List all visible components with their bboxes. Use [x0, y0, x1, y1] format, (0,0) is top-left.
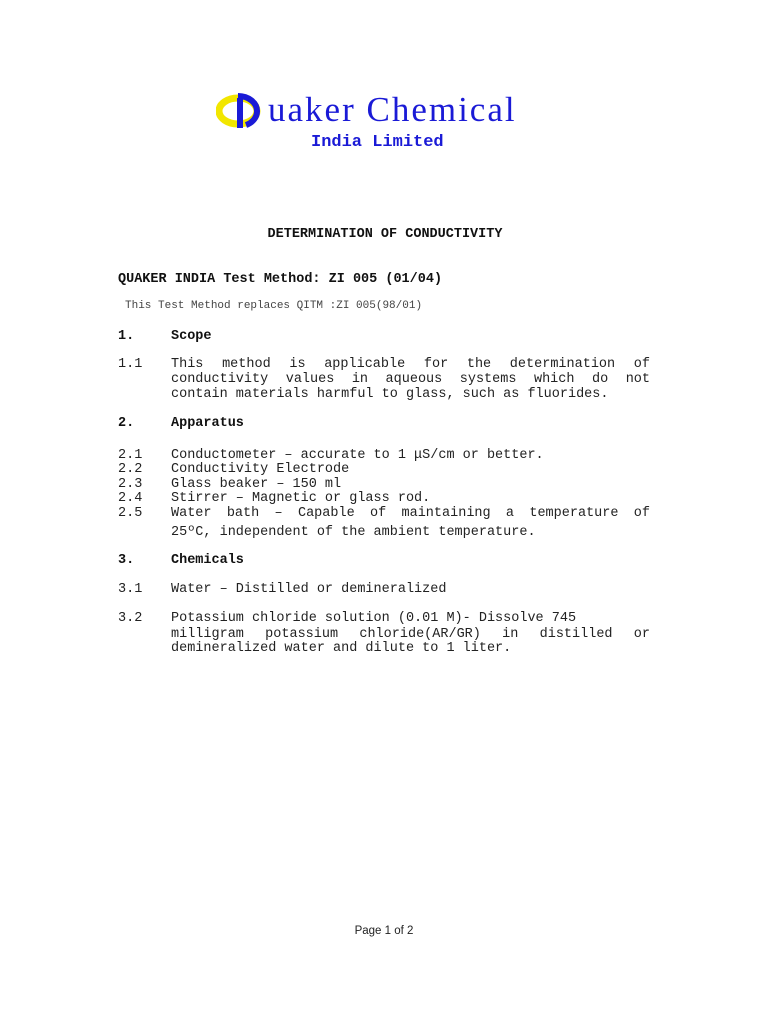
- item-text: Glass beaker – 150 ml: [171, 477, 342, 492]
- company-logo: [216, 88, 556, 158]
- item-number-2-5: 2.5: [118, 506, 143, 521]
- page-number-footer: Page 1 of 2: [354, 925, 414, 937]
- item-number-3-2: 3.2: [118, 611, 143, 626]
- item-1-1-line-2: conductivity values in aqueous systems which do not: [171, 372, 650, 387]
- replaces-note: This Test Method replaces QITM :ZI 005(98/01): [125, 300, 423, 312]
- item-2-5-line-2: 25ºC, independent of the ambient temperature.: [171, 525, 536, 540]
- section-title: Chemicals: [171, 553, 244, 568]
- item-2-5-line-1: Water bath – Capable of maintaining a temperature of: [171, 506, 650, 521]
- item-text: Conductometer – accurate to 1 μS/cm or better.: [171, 448, 544, 463]
- item-1-1-line-3: contain materials harmful to glass, such as fluorides.: [171, 387, 609, 402]
- section-number: 1.: [118, 329, 135, 344]
- section-heading-chemicals: [118, 553, 244, 568]
- section-heading-apparatus: [118, 416, 244, 431]
- test-method-line: QUAKER INDIA Test Method: ZI 005 (01/04): [118, 272, 443, 287]
- item-number: 2.1: [118, 448, 143, 463]
- item-3-2-line-1: Potassium chloride solution (0.01 M)- Dissolve 745: [171, 611, 577, 626]
- item-3-2-line-3: demineralized water and dilute to 1 liter.: [171, 641, 512, 656]
- item-text: Conductivity Electrode: [171, 462, 350, 477]
- item-3-2-line-2: milligram potassium chloride(AR/GR) in distilled or: [171, 627, 650, 642]
- item-1-1-line-1: This method is applicable for the determination of: [171, 357, 650, 372]
- section-number: 3.: [118, 553, 135, 568]
- section-heading-scope: [118, 329, 212, 344]
- item-number: 2.4: [118, 491, 143, 506]
- item-number: 2.2: [118, 462, 143, 477]
- item-number: 3.1: [118, 582, 143, 597]
- item-number-1-1: 1.1: [118, 357, 143, 372]
- section-title: Scope: [171, 329, 212, 344]
- document-title: DETERMINATION OF CONDUCTIVITY: [267, 227, 503, 242]
- section-number: 2.: [118, 416, 135, 431]
- section-title: Apparatus: [171, 416, 244, 431]
- item-text: Stirrer – Magnetic or glass rod.: [171, 491, 431, 506]
- logo-wordmark: uaker Chemical: [268, 90, 517, 129]
- item-text: Water – Distilled or demineralized: [171, 582, 447, 597]
- item-number: 2.3: [118, 477, 143, 492]
- quaker-q-logo-icon: [216, 92, 272, 130]
- logo-subtitle: India Limited: [311, 133, 444, 152]
